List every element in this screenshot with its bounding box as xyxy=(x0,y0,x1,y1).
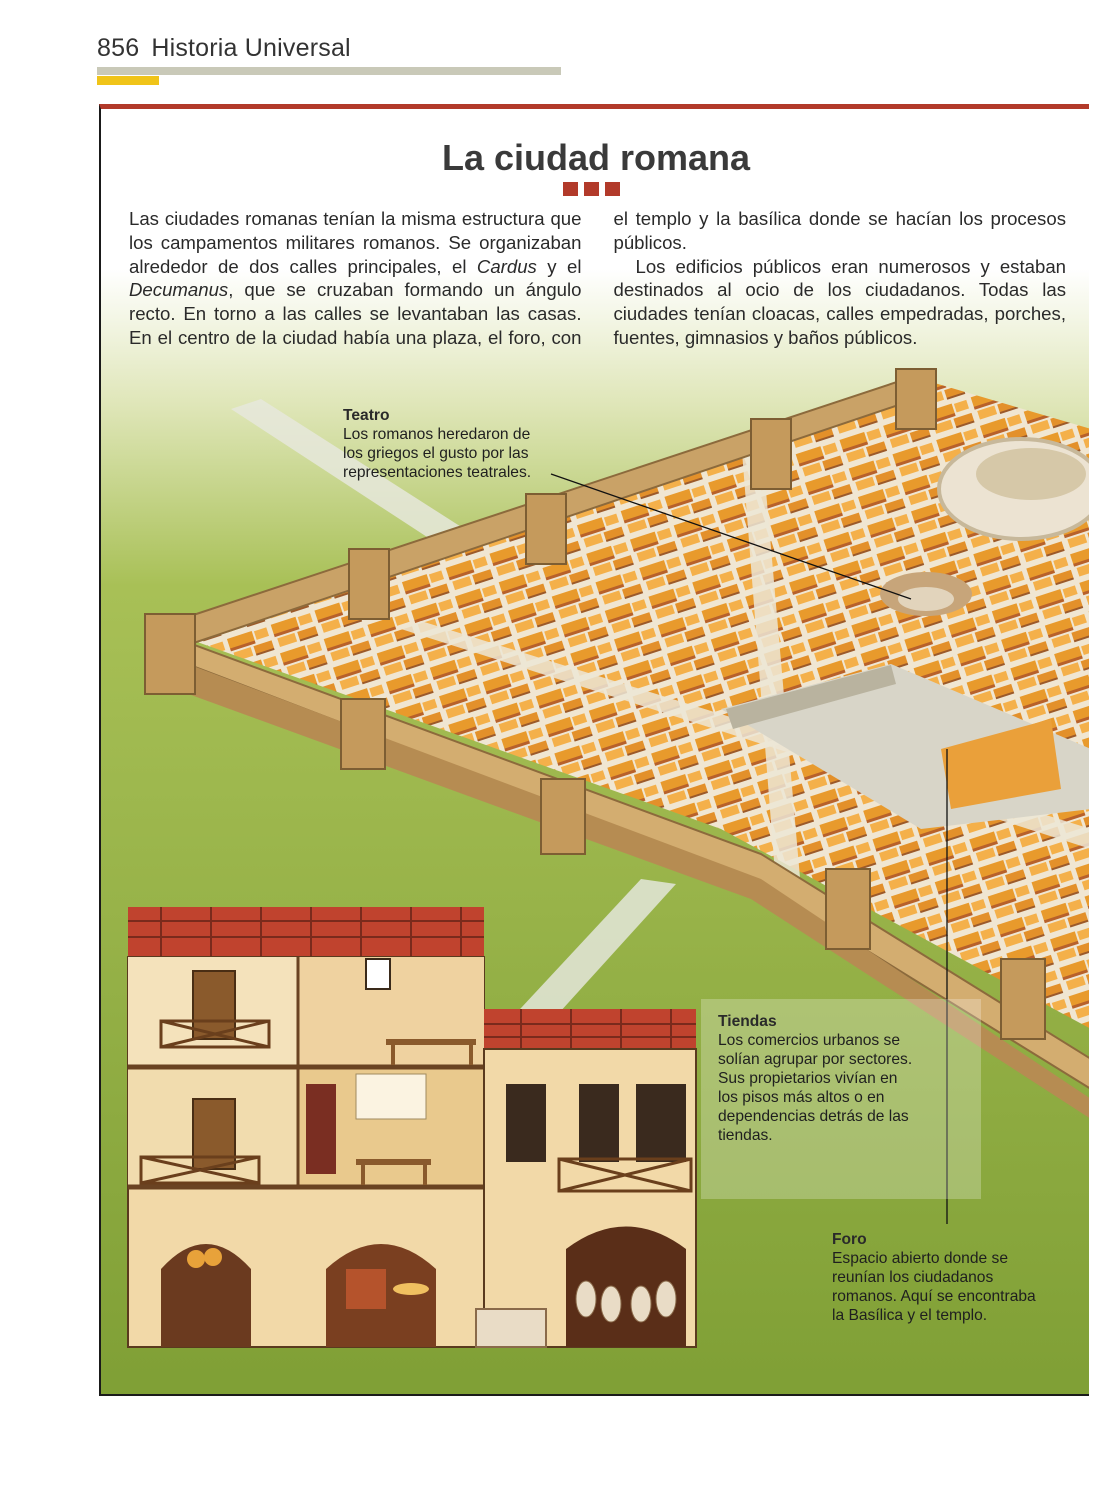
house-roof xyxy=(128,907,484,957)
amphitheatre-arena xyxy=(976,448,1086,500)
page-number: 856 xyxy=(97,34,140,62)
term-cardus: Cardus xyxy=(476,255,537,277)
fountain xyxy=(476,1309,546,1347)
caption-tiendas-text: Los comercios urbanos se solían agrupar por sectores. Sus propietarios vivían en los pisos más altos o en dependencias detrás de las tiendas. xyxy=(718,1032,913,1144)
shop-window-3 xyxy=(636,1084,686,1162)
bakery-oven xyxy=(346,1269,386,1309)
caption-teatro xyxy=(343,406,543,482)
upper-window xyxy=(366,959,390,989)
caption-teatro-text: Los romanos heredaron de los griegos el gusto por las representaciones teatrales. xyxy=(343,426,532,481)
curtain xyxy=(356,1074,426,1119)
book-title: Historia Universal xyxy=(151,34,351,62)
page-title: La ciudad romana xyxy=(441,137,751,178)
article-frame xyxy=(99,104,1089,1396)
caption-foro xyxy=(832,1230,1047,1325)
caption-foro-title: Foro xyxy=(832,1231,867,1248)
term-decumanus: Decumanus xyxy=(129,279,229,301)
caption-tiendas-title: Tiendas xyxy=(718,1013,777,1030)
intro-text xyxy=(129,207,1066,350)
caption-foro-text: Espacio abierto donde se reunían los ciudadanos romanos. Aquí se encontraba la Basílica y el templo. xyxy=(832,1250,1036,1324)
shop-roof xyxy=(484,1009,696,1049)
caption-teatro-title: Teatro xyxy=(343,407,390,424)
shop-window-1 xyxy=(506,1084,546,1162)
header-accent-bar xyxy=(97,76,159,85)
red-drape xyxy=(306,1084,336,1174)
shop-window-2 xyxy=(579,1084,619,1162)
intro-paragraph-1: Las ciudades romanas tenían la misma estructura que los campamentos militares romanos. Se organizaban alrededor de dos calles principales, el Cardus y el Decumanus, que se cruzaban formando un ángulo recto. En torno a las calles se levantaban las casas. En el centro de la ciudad había una plaza, el foro, con el templo y la basílica donde se hacían los procesos públicos. xyxy=(129,208,1066,348)
intro-paragraph-2: Los edificios públicos eran numerosos y estaban destinados al ocio de los ciudadanos. Todas las ciudades tenían cloacas, calles empedradas, porches, fuentes, gimnasios y baños públicos. xyxy=(613,255,1066,348)
caption-tiendas xyxy=(718,1012,918,1145)
running-header xyxy=(97,34,351,63)
theatre-stage xyxy=(898,587,954,611)
header-rule xyxy=(97,67,561,75)
